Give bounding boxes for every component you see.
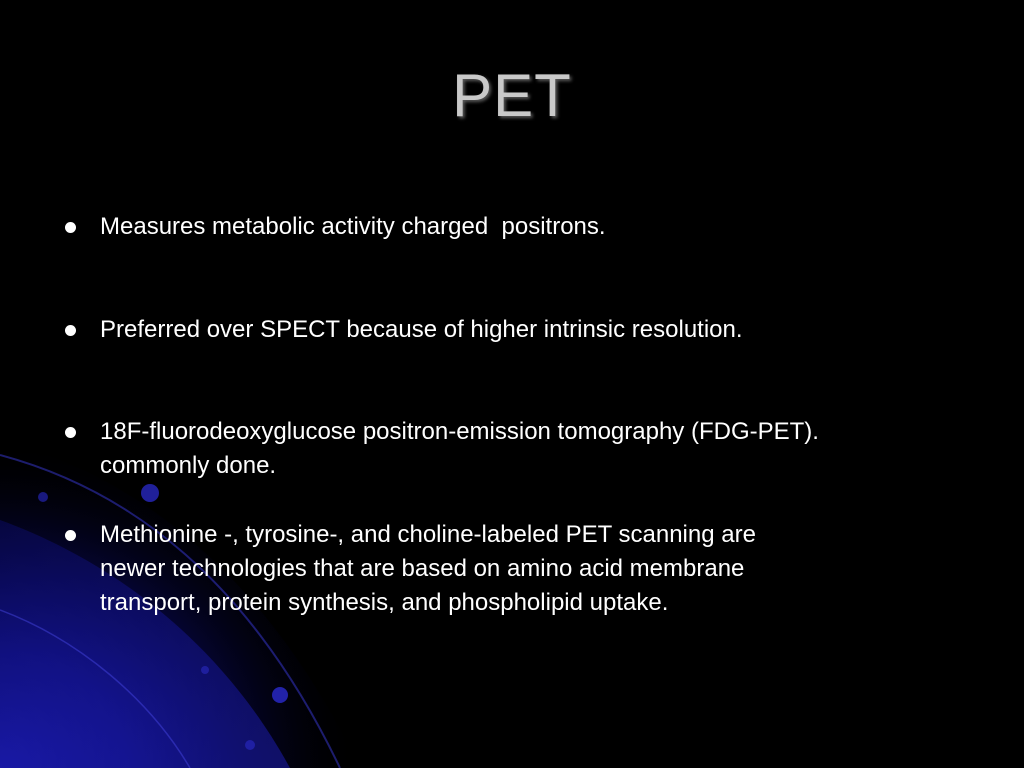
bullet-item — [60, 210, 960, 244]
bullet-text: 18F-fluorodeoxyglucose positron-emission tomography (FDG-PET). commonly done. — [100, 418, 819, 479]
slide-title: PET — [452, 62, 572, 129]
bullet-dot-icon — [65, 325, 76, 336]
bullet-text: Preferred over SPECT because of higher intrinsic resolution. — [100, 316, 743, 343]
bullet-text: Measures metabolic activity charged positrons. — [100, 213, 606, 240]
bullet-dot-icon — [65, 427, 76, 438]
bullet-dot-icon — [65, 222, 76, 233]
bullet-dot-icon — [65, 530, 76, 541]
bullet-item — [60, 313, 960, 347]
bullet-item — [60, 518, 960, 620]
bullet-item — [60, 415, 960, 483]
bullet-text: Methionine -, tyrosine-, and choline-labeled PET scanning are newer technologies that are based on amino acid membrane transport, protein synthesis, and phospholipid uptake. — [100, 521, 756, 616]
